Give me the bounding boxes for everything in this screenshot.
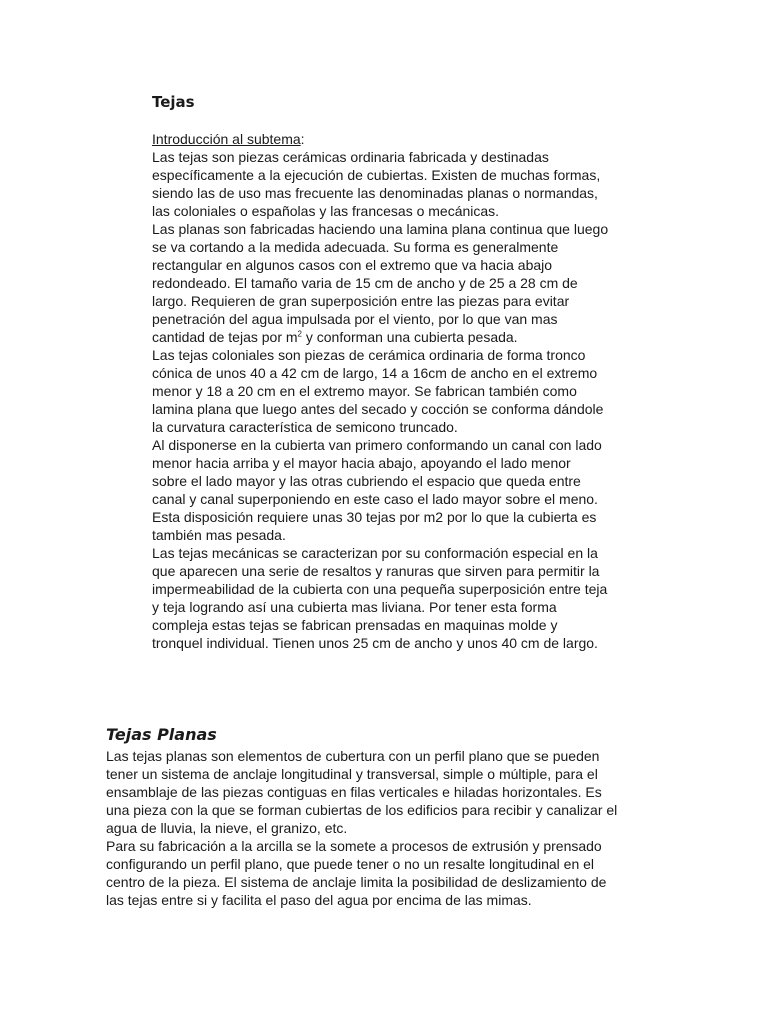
text-line: sobre el lado mayor y las otras cubriendo el espacio que queda entre (152, 473, 581, 489)
text-line: agua de lluvia, la nieve, el granizo, etc. (106, 820, 348, 836)
section-title-tejas: Tejas (152, 93, 195, 111)
text-line: y teja logrando así una cubierta mas liviana. Por tener esta forma (152, 599, 557, 615)
paragraph-planas (152, 220, 652, 346)
text-line: lamina plana que luego antes del secado y cocción se conforma dándole (152, 401, 604, 417)
text-line: ensamblaje de las piezas contiguas en filas verticales e hiladas horizontales. Es (106, 784, 602, 800)
text-line: específicamente a la ejecución de cubiertas. Existen de muchas formas, (152, 167, 601, 183)
text-line: configurando un perfil plano, que puede tener o no un resalte longitudinal en el (106, 856, 595, 872)
text-line: Para su fabricación a la arcilla se la somete a procesos de extrusión y prensado (106, 838, 602, 854)
text-line: Las tejas mecánicas se caracterizan por su conformación especial en la (152, 545, 598, 561)
text-line: cónica de unos 40 a 42 cm de largo, 14 a 16cm de ancho en el extremo (152, 365, 598, 381)
text-line: centro de la pieza. El sistema de anclaje limita la posibilidad de deslizamiento de (106, 874, 607, 890)
text-line: Las planas son fabricadas haciendo una lamina plana continua que luego (152, 221, 609, 237)
paragraph-fabricacion (106, 837, 666, 909)
text-line (152, 328, 652, 346)
paragraph-definicion (106, 747, 666, 837)
text-line: menor y 18 a 20 cm en el extremo mayor. Se fabrican también como (152, 383, 577, 399)
subtopic-colon: : (300, 131, 305, 147)
text-line: tronquel individual. Tienen unos 25 cm de ancho y unos 40 cm de largo. (152, 635, 598, 651)
text-line: menor hacia arriba y el mayor hacia abajo, apoyando el lado menor (152, 455, 571, 471)
text-line: compleja estas tejas se fabrican prensadas en maquinas molde y (152, 617, 558, 633)
text-line: se va cortando a la medida adecuada. Su forma es generalmente (152, 239, 559, 255)
text-fragment: y conforman una cubierta pesada. (301, 329, 518, 345)
paragraph-coloniales (152, 346, 652, 436)
section-title-tejas-planas: Tejas Planas (106, 725, 217, 744)
text-line: largo. Requieren de gran superposición entre las piezas para evitar (152, 293, 570, 309)
text-line: canal y canal superponiendo en este caso el lado mayor sobre el meno. (152, 491, 598, 507)
paragraph-mecanicas (152, 544, 652, 652)
text-line: impermeabilidad de la cubierta con una pequeña superposición entre teja (152, 581, 608, 597)
text-line: siendo las de uso mas frecuente las denominadas planas o normandas, (152, 185, 598, 201)
text-line: penetración del agua impulsada por el viento, por lo que van mas (152, 311, 558, 327)
text-line: rectangular en algunos casos con el extremo que va hacia abajo (152, 257, 553, 273)
paragraph-intro (152, 148, 652, 220)
text-line: las coloniales o españolas y las francesas o mecánicas. (152, 203, 500, 219)
text-line: la curvatura característica de semicono truncado. (152, 419, 458, 435)
text-line: las tejas entre si y facilita el paso del agua por encima de las mimas. (106, 892, 532, 908)
text-line: Al disponerse en la cubierta van primero conformando un canal con lado (152, 437, 602, 453)
superscript: 2 (297, 329, 302, 339)
text-fragment: cantidad de tejas por m (152, 329, 298, 345)
text-line: también mas pesada. (152, 527, 286, 543)
subtopic-label: Introducción al subtema (152, 131, 301, 147)
text-line: Las tejas coloniales son piezas de cerámica ordinaria de forma tronco (152, 347, 586, 363)
text-line: una pieza con la que se forman cubiertas de los edificios para recibir y canalizar el (106, 802, 618, 818)
section-tejas (152, 92, 652, 652)
section-tejas-planas (106, 724, 666, 909)
paragraph-disposicion (152, 436, 652, 544)
text-line: Las tejas planas son elementos de cubertura con un perfil plano que se pueden (106, 748, 600, 764)
text-line: redondeado. El tamaño varia de 15 cm de ancho y de 25 a 28 cm de (152, 275, 578, 291)
subtopic-heading (152, 130, 652, 148)
text-line: Esta disposición requiere unas 30 tejas por m2 por lo que la cubierta es (152, 509, 597, 525)
text-line: que aparecen una serie de resaltos y ranuras que sirven para permitir la (152, 563, 600, 579)
text-line: Las tejas son piezas cerámicas ordinaria fabricada y destinadas (152, 149, 549, 165)
text-line: tener un sistema de anclaje longitudinal y transversal, simple o múltiple, para el (106, 766, 598, 782)
